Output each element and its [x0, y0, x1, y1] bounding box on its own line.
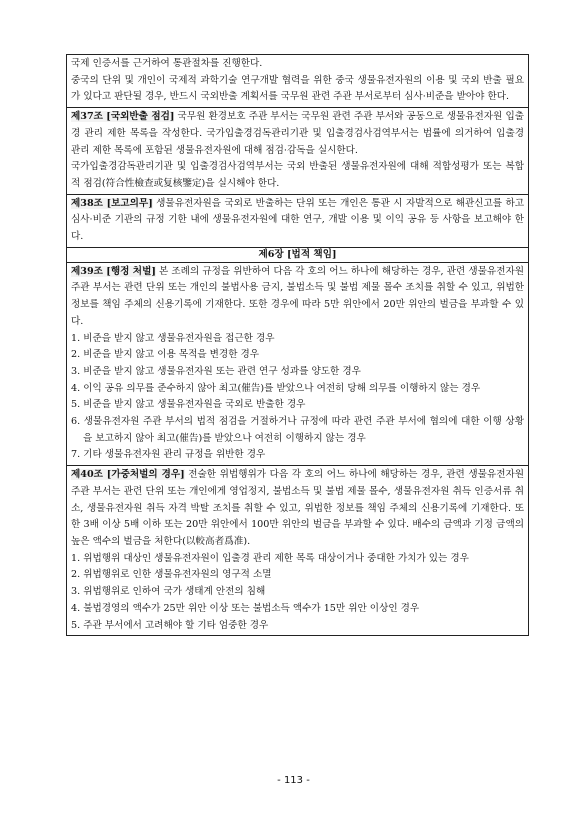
- article-40: [67, 466, 528, 635]
- article-37-body: 국무원 환경보호 주관 부서는 국무원 관련 주관 부서와 공동으로 생물유전자원 입출경 관리 제한 목록을 작성한다. 국가입출경검독관리기관 및 입출경검사검역부서는 법률에 의거하여 입출경 관리 제한 목록에 포함된 생물유전자원에 대해 점검·감독을 실시한다.: [71, 111, 524, 156]
- list-item: 1. 비준을 받지 않고 생물유전자원을 접근한 경우: [71, 332, 275, 344]
- document-table: [66, 54, 529, 636]
- intro-line-2: 중국의 단위 및 개인이 국제적 과학기술 연구개발 협력을 위한 중국 생물유전자원의 이용 및 국외 반출 필요가 있다고 판단될 경우, 반드시 국외반출 계획서를 국무원 관련 주관 부서로부터 심사·비준을 받아야 한다.: [71, 74, 524, 103]
- intro-row: [67, 55, 528, 108]
- list-item: 5. 비준을 받지 않고 생물유전자원을 국외로 반출한 경우: [71, 399, 306, 411]
- article-38-body: 생물유전자원을 국외로 반출하는 단위 또는 개인은 통관 시 자발적으로 해관신고를 하고 심사·비준 기관의 규정 기한 내에 생물유전자원에 대한 연구, 개발 이용 및 이익 공유 등 사항을 보고해야 한다.: [71, 197, 524, 243]
- article-39-title: 제39조 [행정 처벌]: [71, 265, 156, 277]
- list-item: 2. 위법행위로 인한 생물유전자원의 영구적 소멸: [71, 569, 272, 581]
- list-item: 3. 비준을 받지 않고 생물유전자원 또는 관련 연구 성과를 양도한 경우: [71, 365, 361, 377]
- article-38-title: 제38조 [보고의무]: [71, 197, 153, 209]
- list-item: 3. 위법행위로 인하여 국가 생태계 안전의 침해: [71, 586, 266, 598]
- list-item: 1. 위법행위 대상인 생물유전자원이 입출경 관리 제한 목록 대상이거나 중대한 가치가 있는 경우: [71, 552, 469, 564]
- article-40-paragraph: [71, 467, 524, 551]
- page-number: - 113 -: [277, 775, 310, 786]
- list-item: 7. 기타 생물유전자원 관리 규정을 위반한 경우: [71, 449, 266, 461]
- article-39-list: [71, 331, 524, 465]
- article-40-list: [71, 551, 524, 635]
- list-item: 5. 주관 부서에서 고려해야 할 기타 엄중한 경우: [71, 619, 269, 631]
- article-39-body: 본 조례의 규정을 위반하여 다음 각 호의 어느 하나에 해당하는 경우, 관련 생물유전자원 주관 부서는 관련 단위 또는 개인의 불법사용 금지, 불법소득 및 불법 제물 몰수 조치를 취할 수 있고, 위법한 정보를 책임 주체의 신용기록에 기재한다. 또한 경우에 따라 5만 위안에서 20만 위안의 벌금을 부과할 수 있다.: [71, 265, 525, 327]
- article-37-paragraph: [71, 109, 524, 159]
- list-item: 4. 이익 공유 의무를 준수하지 않아 최고(催告)를 받았으나 여전히 당해 의무를 이행하지 않는 경우: [71, 382, 481, 394]
- article-39: [67, 263, 528, 466]
- list-item: 2. 비준을 받지 않고 이용 목적을 변경한 경우: [71, 349, 260, 361]
- list-item: 6. 생물유전자원 주관 부서의 법적 점검을 거절하거나 규정에 따라 관련 주관 부서에 협의에 대한 이행 상황을 보고하지 않아 최고(催告)를 받았으나 여전히 이행하지 않는 경우: [71, 416, 524, 444]
- intro-line-1: 국제 인증서를 근거하여 통관절차를 진행한다.: [71, 58, 263, 69]
- article-40-title: 제40조 [가중처벌의 경우]: [71, 469, 185, 481]
- article-37-title: 제37조 [국외반출 점검]: [71, 111, 175, 123]
- article-40-body: 전술한 위법행위가 다음 각 호의 어느 하나에 해당하는 경우, 관련 생물유전자원 주관 부서는 관련 단위 또는 개인에게 영업정지, 불법소득 및 불법 제물 몰수, 생물유전자원 취득 인증서류 취소, 생물유전자원 취득 자격 박탈 조치를 취할 수 있고, 위법한 정보를 책임 주체의 신용기록에 기재한다. 또한 3배 이상 5배 이하 또는 20만 위안에서 100만 위안의 벌금을 부과할 수 있다. 배수의 금액과 기정 금액의 높은 액수의 벌금을 처한다(以較高者爲准).: [71, 469, 524, 547]
- article-37-body-2: 국가입출경감독관리기관 및 입출경검사검역부서는 국외 반출된 생물유전자원에 대해 적합성평가 또는 복합적 점검(符合性檢查或复核鑒定)을 실시해야 한다.: [71, 161, 524, 189]
- article-38: [67, 195, 528, 248]
- chapter-6-heading: 제6장 [법적 책임]: [67, 248, 528, 263]
- article-39-paragraph: [71, 264, 524, 331]
- list-item: 4. 불법경영의 액수가 25만 위안 이상 또는 불법소득 액수가 15만 위안 이상인 경우: [71, 602, 420, 614]
- article-37: [67, 108, 528, 195]
- article-38-paragraph: [71, 196, 524, 246]
